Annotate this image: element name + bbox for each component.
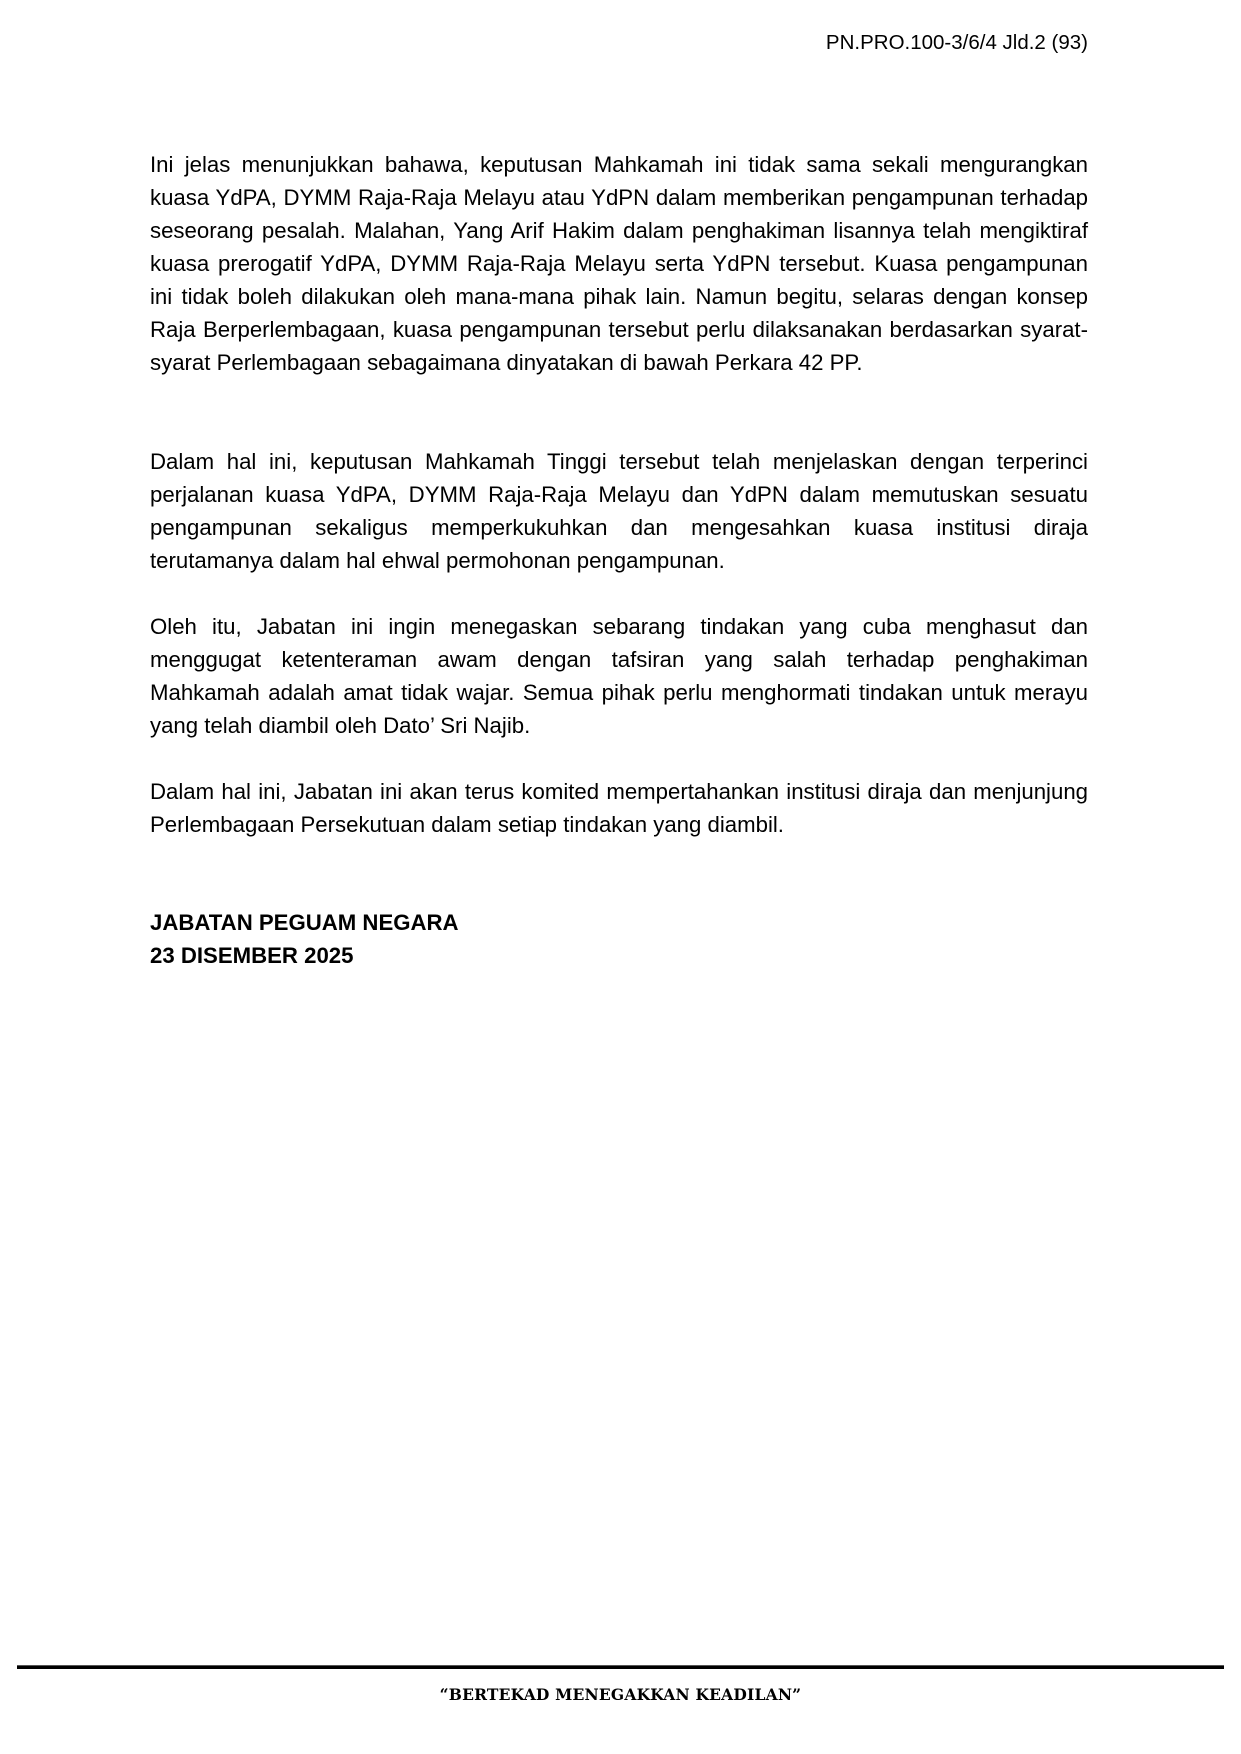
signature-block [150,906,459,972]
paragraph-text: Dalam hal ini, Jabatan ini akan terus komited mempertahankan institusi diraja dan menjunjung Perlembagaan Persekutuan dalam setiap tindakan yang diambil. [150,779,1088,837]
paragraph-text: Dalam hal ini, keputusan Mahkamah Tinggi tersebut telah menjelaskan dengan terperinci perjalanan kuasa YdPA, DYMM Raja-Raja Melayu dan YdPN dalam memutuskan sesuatu pengampunan sekaligus memperkukuhkan dan mengesahkan kuasa institusi diraja terutamanya dalam hal ehwal permohonan pengampunan. [150,449,1088,573]
paragraph-3 [150,610,1088,742]
signature-organization: JABATAN PEGUAM NEGARA [150,910,459,935]
signature-date: 23 DISEMBER 2025 [150,943,354,968]
footer-motto: “BERTEKAD MENEGAKKAN KEADILAN” [439,1685,802,1704]
paragraph-text: Oleh itu, Jabatan ini ingin menegaskan sebarang tindakan yang cuba menghasut dan menggugat ketenteraman awam dengan tafsiran yang salah terhadap penghakiman Mahkamah adalah amat tidak wajar. Semua pihak perlu menghormati tindakan untuk merayu yang telah diambil oleh Dato’ Sri Najib. [150,614,1088,738]
paragraph-1 [150,148,1088,379]
paragraph-4 [150,775,1088,841]
footer-divider [17,1665,1224,1669]
document-reference-number: PN.PRO.100-3/6/4 Jld.2 (93) [825,31,1088,54]
paragraph-2 [150,445,1088,577]
paragraph-text: Ini jelas menunjukkan bahawa, keputusan Mahkamah ini tidak sama sekali mengurangkan kuasa YdPA, DYMM Raja-Raja Melayu atau YdPN dalam memberikan pengampunan terhadap seseorang pesalah. Malahan, Yang Arif Hakim dalam penghakiman lisannya telah mengiktiraf kuasa prerogatif YdPA, DYMM Raja-Raja Melayu serta YdPN tersebut. Kuasa pengampunan ini tidak boleh dilakukan oleh mana-mana pihak lain. Namun begitu, selaras dengan konsep Raja Berperlembagaan, kuasa pengampunan tersebut perlu dilaksanakan berdasarkan syarat-syarat Perlembagaan sebagaimana dinyatakan di bawah Perkara 42 PP. [150,152,1088,375]
